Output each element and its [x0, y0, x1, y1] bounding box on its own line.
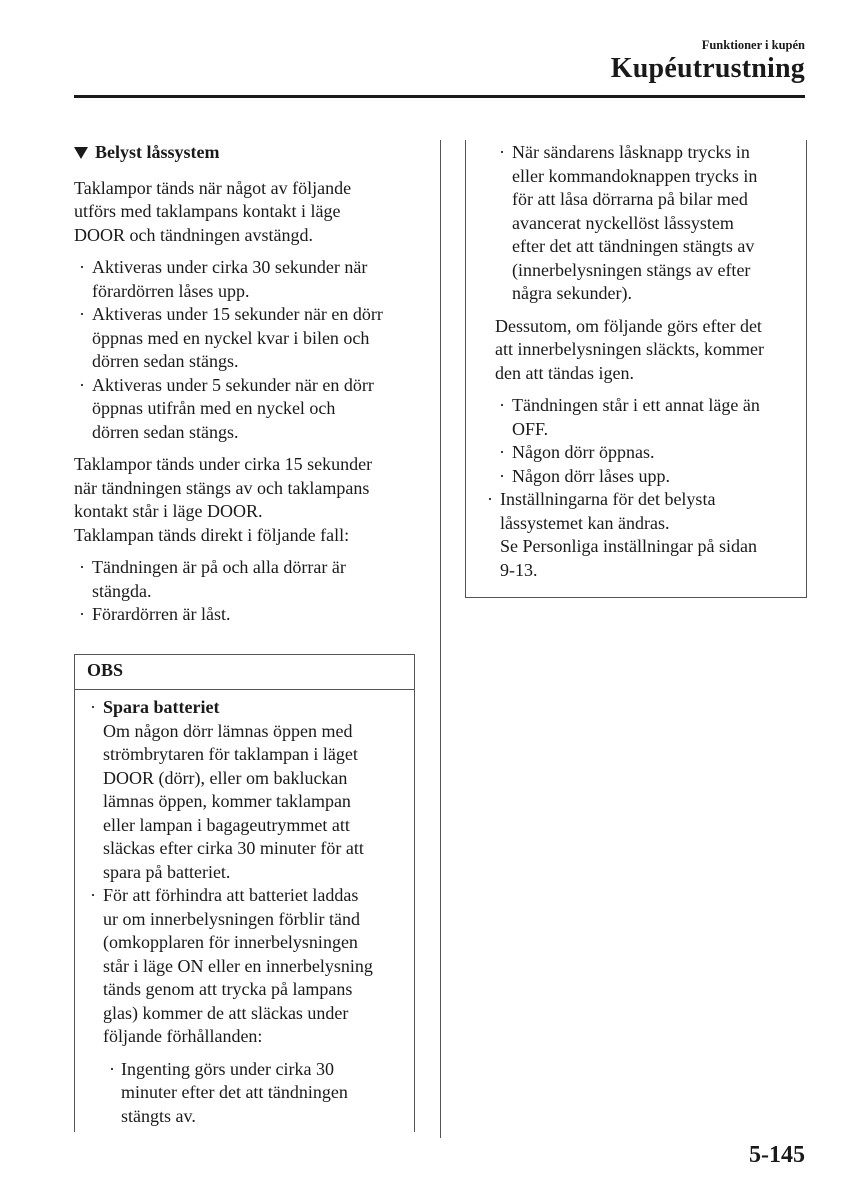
text-line: Aktiveras under 5 sekunder när en dörr [92, 374, 374, 395]
activation-list [74, 256, 419, 444]
direct-list [74, 556, 419, 627]
note-list [87, 696, 406, 1049]
text-line: Aktiveras under cirka 30 sekunder när [92, 257, 368, 277]
paragraph [74, 453, 419, 524]
text-line: för att låsa dörrarna på bilar med [512, 189, 748, 209]
text-line: (innerbelysningen stängs av efter [512, 259, 751, 280]
text-line: några sekunder). [512, 283, 632, 303]
list-item [74, 556, 419, 603]
text-line: Förardörren är låst. [92, 604, 231, 624]
text-line: förardörren låses upp. [92, 280, 250, 301]
list-item [482, 441, 800, 465]
text-line: (omkopplaren för innerbelysningen [103, 932, 358, 952]
section-label: Funktioner i kupén [701, 38, 805, 52]
note-box [74, 654, 415, 1132]
cross-reference: 9-13. [500, 559, 538, 580]
text-line: dörren sedan stängs. [92, 421, 239, 442]
text-line: lämnas öppen, kommer taklampan [103, 791, 351, 811]
bullet-icon: · [79, 557, 85, 577]
text-line: spara på batteriet. [103, 861, 231, 882]
list-item [482, 465, 800, 489]
text-line: Någon dörr öppnas. [512, 442, 655, 462]
text-line: DOOR (dörr), eller om bakluckan [103, 767, 348, 788]
section-heading-text: Belyst låssystem [95, 142, 220, 162]
note-label: OBS [75, 655, 414, 690]
text-line: ur om innerbelysningen förblir tänd [103, 908, 360, 929]
text-line: när tändningen stängs av och taklampans [74, 477, 370, 498]
text-line: står i läge ON eller en innerbelysning [103, 955, 373, 976]
list-item [74, 603, 419, 627]
list-item [87, 884, 406, 1049]
right-column [482, 141, 800, 582]
text-line: följande förhållanden: [103, 1026, 263, 1046]
text-line: efter det att tändningen stängts av [512, 236, 755, 256]
bullet-icon: · [90, 885, 96, 905]
left-column [74, 141, 419, 636]
text-line: släckas efter cirka 30 minuter för att [103, 838, 364, 858]
paragraph [482, 315, 800, 386]
text-line: låssystemet kan ändras. [500, 512, 670, 533]
text-line: glas) kommer de att släckas under [103, 1002, 349, 1023]
text-line: Taklampor tänds under cirka 15 sekunder [74, 454, 373, 474]
text-line: den att tändas igen. [495, 362, 634, 383]
bullet-icon: · [109, 1058, 115, 1079]
text-line: minuter efter det att tändningen [121, 1082, 348, 1102]
text-line: Ingenting görs under cirka 30 [121, 1058, 334, 1079]
text-line: stängts av. [121, 1105, 196, 1126]
text-line: eller kommandoknappen trycks in [512, 165, 758, 186]
list-item [482, 488, 800, 582]
paragraph: Taklampan tänds direkt i följande fall: [74, 524, 350, 545]
bullet-icon: · [487, 489, 493, 509]
section-heading [74, 141, 419, 165]
text-line: Om någon dörr lämnas öppen med [103, 720, 353, 741]
text-line: Tändningen står i ett annat läge än [512, 395, 760, 415]
cross-reference: Se Personliga inställningar på sidan [500, 536, 757, 556]
list-item [87, 696, 406, 884]
note-sub-list [482, 394, 800, 488]
bullet-icon: · [79, 374, 85, 395]
text-line: Taklampor tänds när något av följande [74, 177, 352, 198]
text-line: DOOR och tändningen avstängd. [74, 224, 313, 245]
bullet-icon: · [79, 257, 85, 277]
text-line: Inställningarna för det belysta [500, 489, 716, 509]
text-line: Tändningen är på och alla dörrar är [92, 557, 346, 577]
text-line: utförs med taklampans kontakt i läge [74, 201, 341, 221]
text-line: För att förhindra att batteriet laddas [103, 885, 359, 905]
text-line: tänds genom att trycka på lampans [103, 979, 353, 999]
bullet-icon: · [499, 442, 505, 462]
note-sub-list [482, 141, 800, 306]
text-line: stängda. [92, 580, 152, 601]
page-title: Kupéutrustning [610, 53, 805, 84]
text-line: Någon dörr låses upp. [512, 465, 670, 486]
bullet-icon: · [499, 395, 505, 415]
text-line: kontakt står i läge DOOR. [74, 501, 263, 521]
text-line: avancerat nyckellöst låssystem [512, 212, 734, 233]
note-body [75, 690, 414, 1128]
column-divider [440, 140, 441, 1138]
list-item [482, 394, 800, 441]
list-item [74, 374, 419, 445]
text-line: Aktiveras under 15 sekunder när en dörr [92, 304, 383, 324]
text-line: När sändarens låsknapp trycks in [512, 142, 750, 162]
list-item [74, 256, 419, 303]
page-number: 5-145 [749, 1142, 805, 1168]
text-line: strömbrytaren för taklampan i läget [103, 744, 358, 764]
text-line: Dessutom, om följande görs efter det [495, 315, 762, 336]
note-sub-list [87, 1058, 406, 1129]
bullet-icon: · [79, 304, 85, 324]
list-item [74, 303, 419, 374]
text-line: öppnas utifrån med en nyckel och [92, 398, 336, 418]
text-line: dörren sedan stängs. [92, 351, 239, 371]
bullet-icon: · [499, 465, 505, 486]
text-line: att innerbelysningen släckts, kommer [495, 339, 764, 359]
triangle-down-icon [74, 147, 88, 159]
bullet-icon: · [90, 697, 96, 717]
text-line: öppnas med en nyckel kvar i bilen och [92, 327, 370, 348]
text-line: OFF. [512, 418, 549, 439]
note-list [482, 488, 800, 582]
list-item [482, 141, 800, 306]
text-line: eller lampan i bagageutrymmet att [103, 814, 350, 835]
list-item [87, 1058, 406, 1129]
header-rule [74, 95, 805, 98]
bullet-icon: · [499, 142, 505, 162]
note-item-title: Spara batteriet [103, 697, 220, 717]
intro-paragraph [74, 177, 419, 248]
bullet-icon: · [79, 604, 85, 624]
